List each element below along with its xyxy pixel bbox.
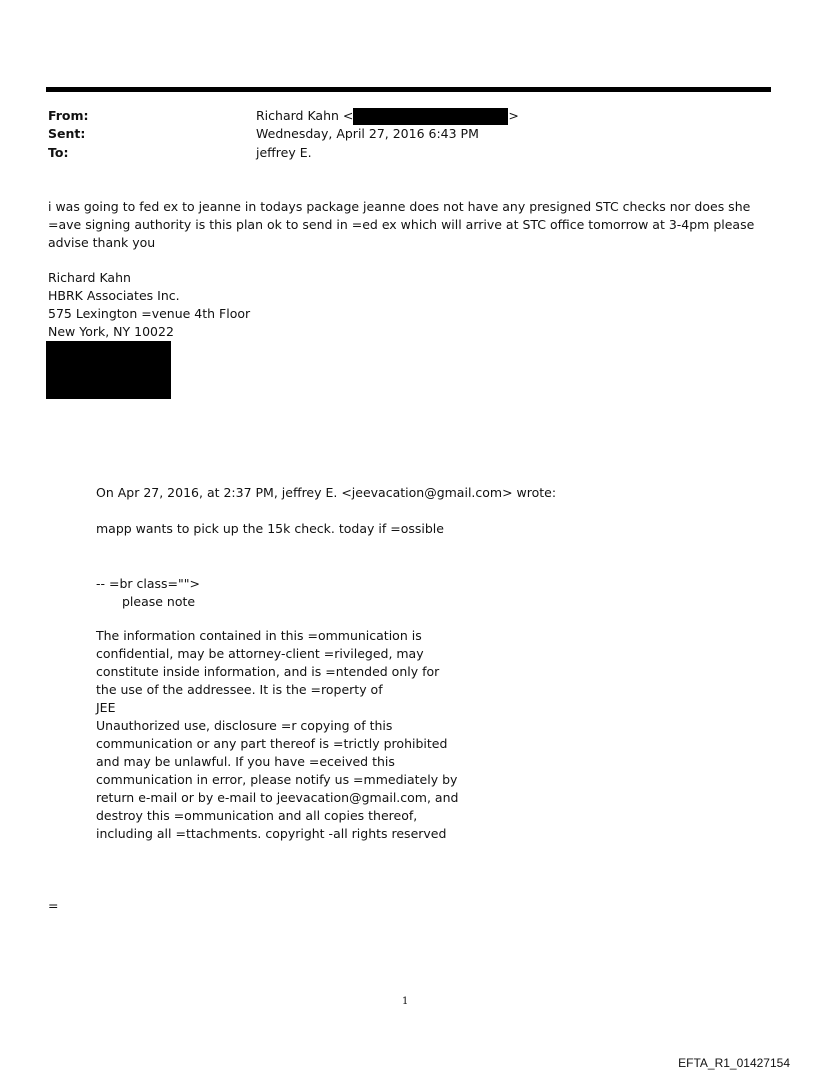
- redacted-email: [353, 108, 508, 125]
- disclaimer-line: communication or any part thereof is =trictly prohibited: [96, 736, 448, 751]
- disclaimer-line: return e-mail or by e-mail to jeevacation@gmail.com, and: [96, 790, 459, 805]
- quoted-attribution: On Apr 27, 2016, at 2:37 PM, jeffrey E. <jeevacation@gmail.com> wrote:: [96, 485, 557, 500]
- redacted-block: [46, 341, 171, 399]
- signature-line: 575 Lexington =venue 4th Floor: [48, 306, 251, 321]
- please-note: please note: [122, 594, 196, 609]
- to-label: To:: [48, 145, 69, 160]
- signature-separator: -- =br class="">: [96, 576, 200, 591]
- signature-line: HBRK Associates Inc.: [48, 288, 180, 303]
- disclaimer-line: The information contained in this =ommunication is: [96, 628, 422, 643]
- header-rule: [46, 87, 771, 92]
- disclaimer-line: and may be unlawful. If you have =eceived this: [96, 754, 395, 769]
- disclaimer: [96, 627, 458, 843]
- from-value: [256, 108, 519, 125]
- signature-line: New York, NY 10022: [48, 324, 174, 339]
- sent-value: Wednesday, April 27, 2016 6:43 PM: [256, 126, 479, 141]
- disclaimer-line: constitute inside information, and is =ntended only for: [96, 664, 440, 679]
- disclaimer-line: the use of the addressee. It is the =roperty of: [96, 682, 383, 697]
- trailing-mark: =: [48, 898, 59, 913]
- signature: [48, 269, 250, 341]
- document-id: EFTA_R1_01427154: [678, 1056, 790, 1070]
- from-label: From:: [48, 108, 89, 123]
- from-name: Richard Kahn <: [256, 108, 354, 123]
- disclaimer-line: Unauthorized use, disclosure =r copying of this: [96, 718, 393, 733]
- quoted-message: mapp wants to pick up the 15k check. today if =ossible: [96, 521, 444, 536]
- page-number: 1: [402, 996, 409, 1007]
- message-body: i was going to fed ex to jeanne in todays package jeanne does not have any presigned STC checks nor does she =ave signing authority is this plan ok to send in =ed ex which will arrive at STC office tomorrow at 3-4pm please advise thank you: [48, 199, 755, 250]
- disclaimer-line: communication in error, please notify us =mmediately by: [96, 772, 458, 787]
- disclaimer-line: including all =ttachments. copyright -all rights reserved: [96, 826, 447, 841]
- signature-line: Richard Kahn: [48, 270, 131, 285]
- from-close: >: [508, 108, 519, 123]
- disclaimer-line: destroy this =ommunication and all copies thereof,: [96, 808, 418, 823]
- sent-label: Sent:: [48, 126, 86, 141]
- disclaimer-line: JEE: [96, 700, 116, 715]
- disclaimer-line: confidential, may be attorney-client =rivileged, may: [96, 646, 424, 661]
- to-value: jeffrey E.: [256, 145, 312, 160]
